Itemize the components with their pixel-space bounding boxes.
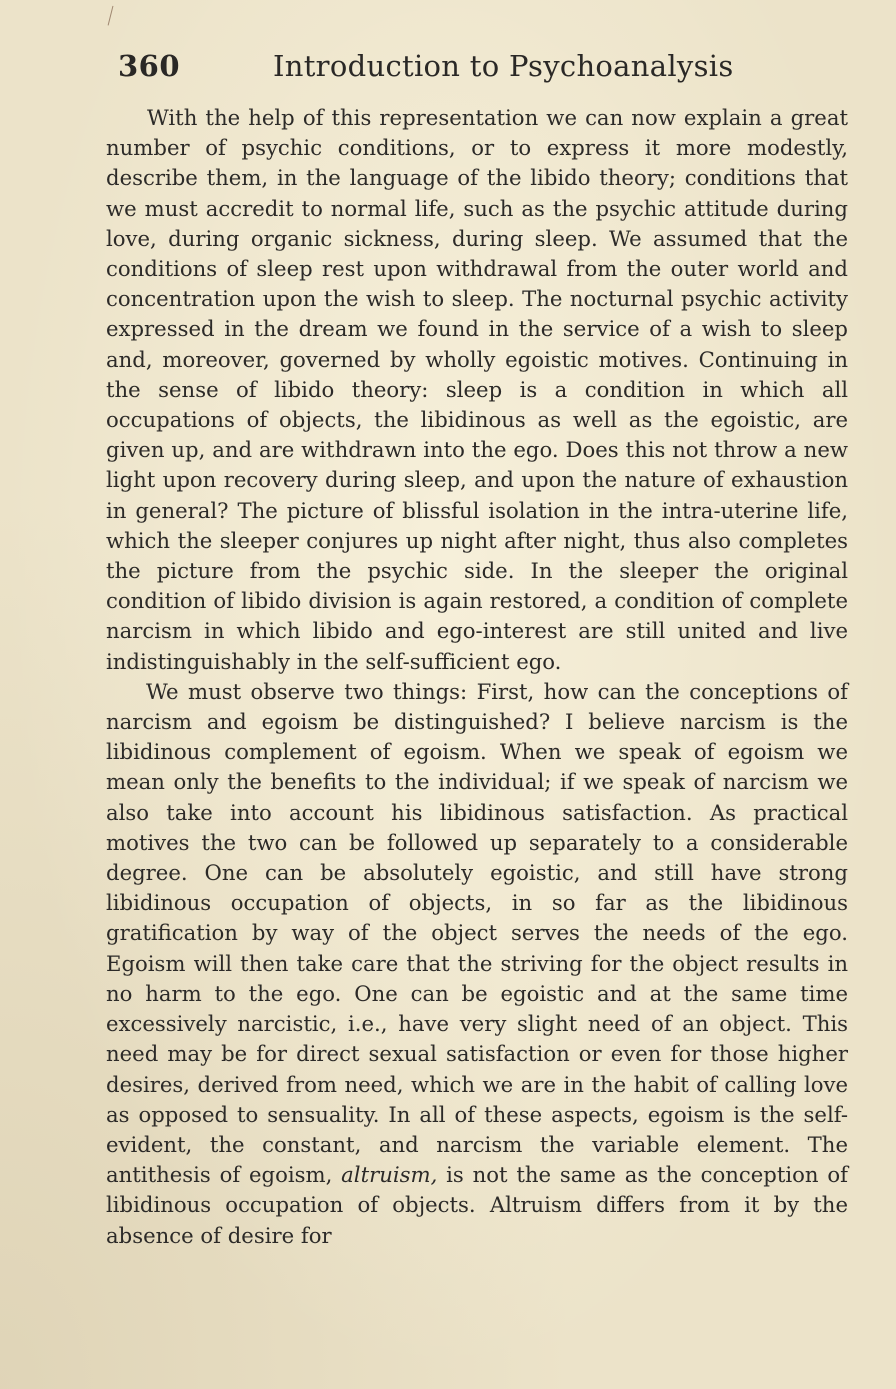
pencil-mark	[108, 6, 117, 26]
running-title: Introduction to Psychoanalysis	[273, 49, 734, 83]
paragraph-2-text-end: is not the same as the conception of libidinous occupation of objects. Altruism differs from it by the absence of desire for	[106, 1162, 848, 1248]
body-text	[106, 103, 848, 1251]
italic-term: altruism,	[341, 1162, 438, 1188]
paragraph-2	[106, 677, 848, 1251]
paragraph-2-text-start: We must observe two things: First, how can the conceptions of narcism and egoism be distinguished? I believe narcism is the libidinous complement of egoism. When we speak of egoism we mean only the benefits to the individual; if we speak of narcism we also take into account his libidinous satisfaction. As practical motives the two can be followed up separately to a considerable degree. One can be absolutely egoistic, and still have strong libidinous occupation of objects, in so far as the libidinous gratification by way of the object serves the needs of the ego. Egoism will then take care that the striving for the object results in no harm to the ego. One can be egoistic and at the same time excessively narcistic, i.e., have very slight need of an object. This need may be for direct sexual satisfaction or even for those higher desires, derived from need, which we are in the habit of calling love as opposed to sensuality. In all of these aspects, egoism is the self-evident, the constant, and narcism the variable element. The antithesis of egoism,	[106, 678, 848, 1188]
paragraph-1: With the help of this representation we can now explain a great number of psychic conditions, or to express it more modestly, describe them, in the language of the libido theory; conditions that we must accredit to normal life, such as the psychic attitude during love, during organic sickness, during sleep. We assumed that the conditions of sleep rest upon withdrawal from the outer world and concentration upon the wish to sleep. The nocturnal psychic activity expressed in the dream we found in the service of a wish to sleep and, moreover, governed by wholly egoistic motives. Continuing in the sense of libido theory: sleep is a condition in which all occupations of objects, the libidinous as well as the egoistic, are given up, and are withdrawn into the ego. Does this not throw a new light upon recovery during sleep, and upon the nature of exhaustion in general? The picture of blissful isolation in the intra-uterine life, which the sleeper conjures up night after night, thus also completes the picture from the psychic side. In the sleeper the original condition of libido division is again restored, a condition of complete narcism in which libido and ego-interest are still united and live indistinguishably in the self-sufficient ego.	[106, 105, 848, 674]
page-header	[118, 44, 818, 88]
page-number: 360	[118, 49, 181, 83]
